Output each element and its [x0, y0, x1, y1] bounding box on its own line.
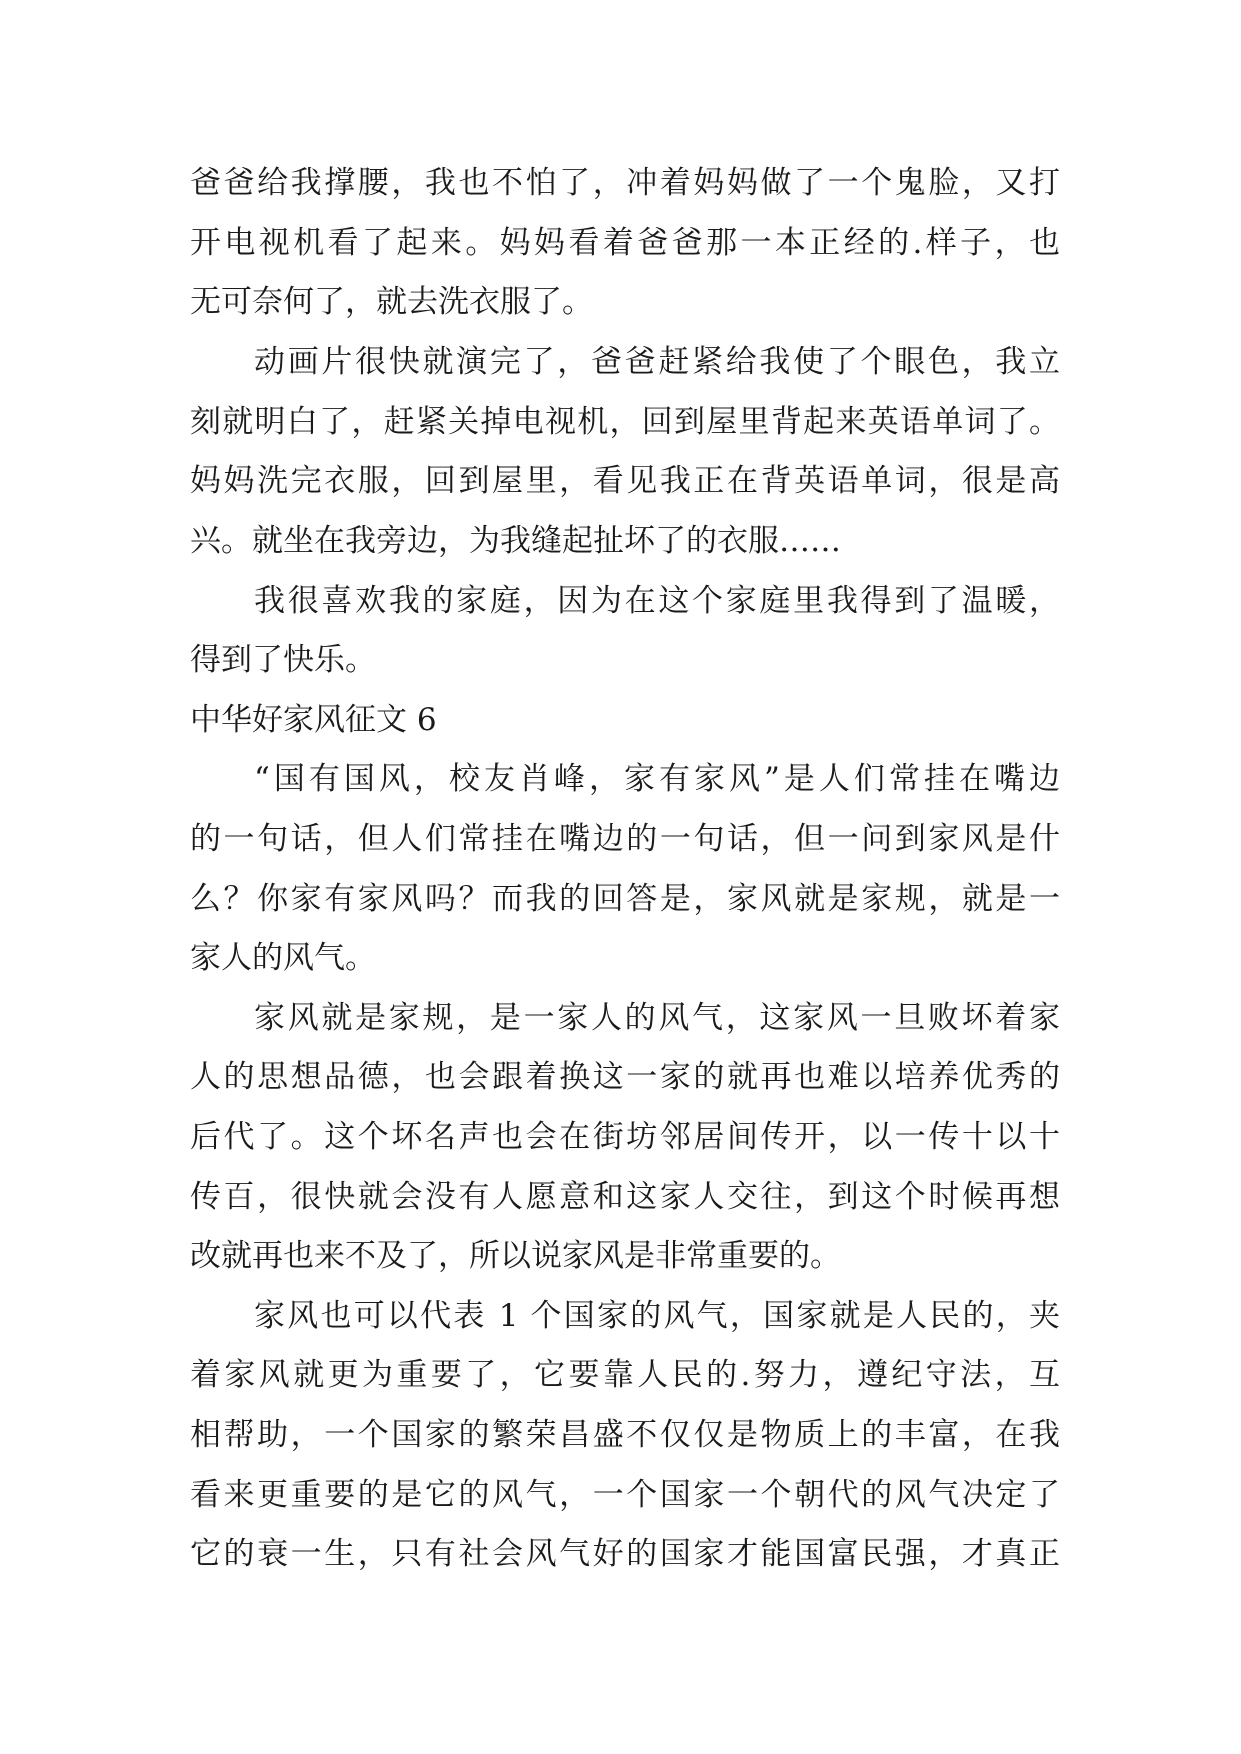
text-line: 么？你家有家风吗？而我的回答是，家风就是家规，就是一	[190, 881, 1060, 917]
text-line: 爸爸给我撑腰，我也不怕了，冲着妈妈做了一个鬼脸，又打	[190, 165, 1060, 201]
text-line: 相帮助，一个国家的繁荣昌盛不仅仅是物质上的丰富，在我	[190, 1417, 1060, 1453]
section-heading: 中华好家风征文 6	[190, 702, 437, 738]
text-line: 的一句话，但人们常挂在嘴边的一句话，但一问到家风是什	[190, 821, 1060, 857]
text-line: 改就再也来不及了，所以说家风是非常重要的。	[190, 1238, 841, 1274]
text-line: 着家风就更为重要了，它要靠人民的.努力，遵纪守法，互	[190, 1357, 1060, 1393]
text-line: 我很喜欢我的家庭，因为在这个家庭里我得到了温暖，	[254, 583, 1060, 619]
text-line: 兴。就坐在我旁边，为我缝起扯坏了的衣服……	[190, 523, 841, 559]
text-line: 传百，很快就会没有人愿意和这家人交往，到这个时候再想	[190, 1179, 1060, 1215]
text-line: 后代了。这个坏名声也会在街坊邻居间传开，以一传十以十	[190, 1119, 1060, 1155]
text-line: 家人的风气。	[190, 940, 376, 976]
text-line: 动画片很快就演完了，爸爸赶紧给我使了个眼色，我立	[254, 344, 1060, 380]
text-line: 家风就是家规，是一家人的风气，这家风一旦败坏着家	[254, 1000, 1060, 1036]
text-line: 开电视机看了起来。妈妈看着爸爸那一本正经的.样子，也	[190, 225, 1060, 261]
text-line: “国有国风，校友肖峰，家有家风”是人们常挂在嘴边	[254, 761, 1060, 797]
text-line: 家风也可以代表 1 个国家的风气，国家就是人民的，夹	[254, 1298, 1060, 1334]
text-line: 妈妈洗完衣服，回到屋里，看见我正在背英语单词，很是高	[190, 463, 1060, 499]
text-line: 人的思想品德，也会跟着换这一家的就再也难以培养优秀的	[190, 1059, 1060, 1095]
text-line: 无可奈何了，就去洗衣服了。	[190, 284, 593, 320]
text-line: 刻就明白了，赶紧关掉电视机，回到屋里背起来英语单词了。	[190, 404, 1060, 440]
text-line: 得到了快乐。	[190, 642, 376, 678]
text-line: 看来更重要的是它的风气，一个国家一个朝代的风气决定了	[190, 1477, 1060, 1513]
text-line: 它的衰一生，只有社会风气好的国家才能国富民强，才真正	[190, 1536, 1060, 1572]
